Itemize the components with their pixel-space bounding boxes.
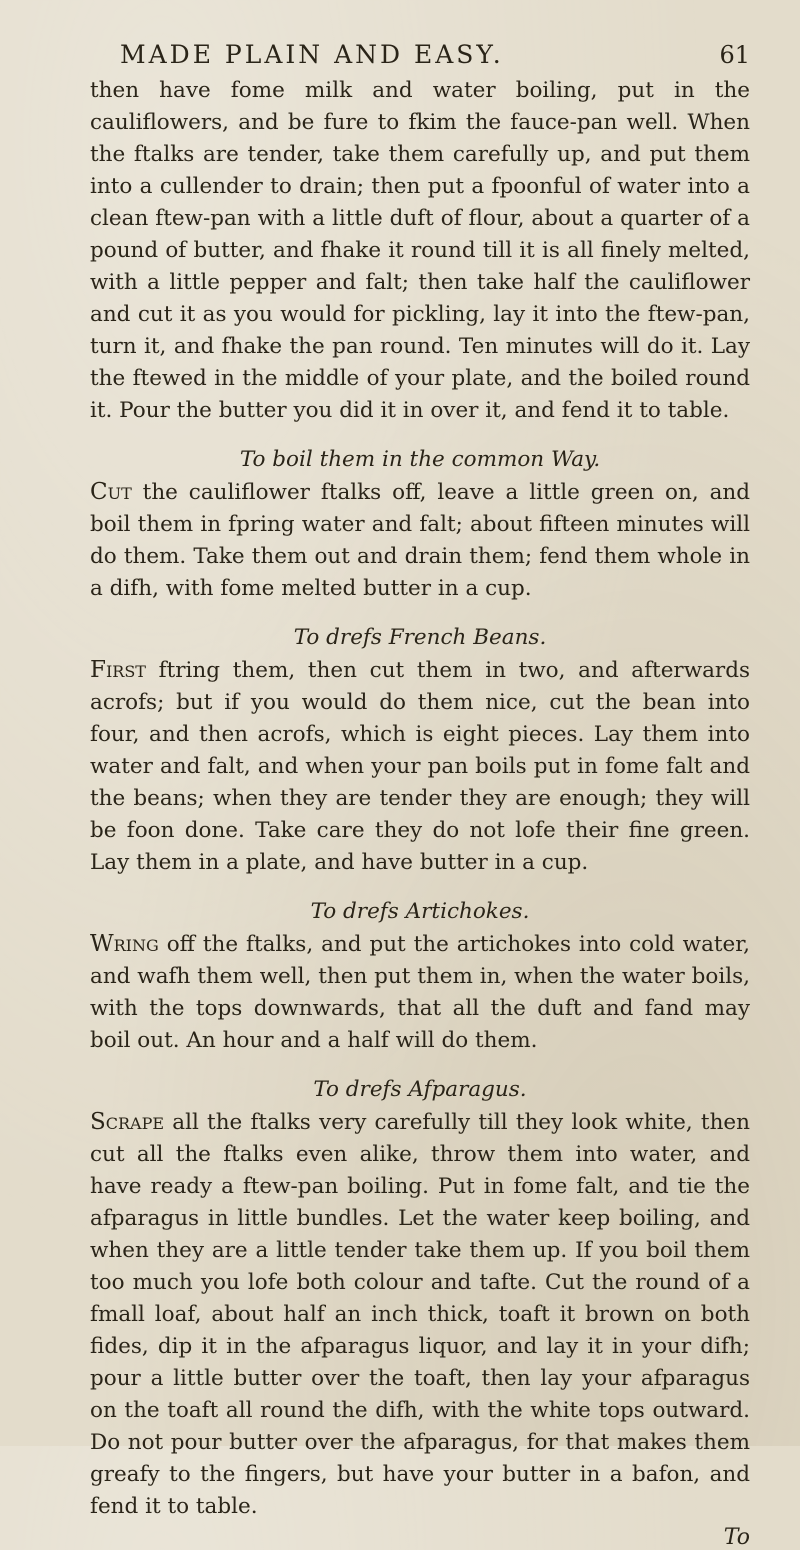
recipe-text: all the ftalks very carefully till they look white, then cut all the ftalks even alike, throw them into water, and have ready a ftew-pan boiling. Put in fome falt, and tie the afparagus in little bundles. Let the water keep boiling, and when they are a little tender take them up. If you boil them too much you lofe both colour and tafte. Cut the round of a fmall loaf, about half an inch thick, toaft it brown on both fides, dip it in the afparagus liquor, and lay it in your difh; pour a little butter over the toaft, then lay your afparagus on the toaft all round the difh, with the white tops outward. Do not pour butter over the afparagus, for that makes them greafy to the fingers, but have your butter in a bafon, and fend it to table.	[90, 1110, 750, 1519]
running-title: MADE PLAIN AND EASY.	[120, 40, 504, 69]
recipe-french-beans	[90, 625, 750, 879]
recipe-body	[90, 654, 750, 879]
page-number: 61	[719, 41, 750, 69]
recipe-text: off the ftalks, and put the artichokes into cold water, and wafh them well, then put them in, when the water boils, with the tops downwards, that all the duft and fand may boil out. An hour and a half will do them.	[90, 932, 750, 1053]
recipe-boil-common	[90, 447, 750, 605]
intro-paragraph: then have fome milk and water boiling, put in the cauliflowers, and be fure to fkim the fauce-pan well. When the ftalks are tender, take them carefully up, and put them into a cullender to drain; then put a fpoonful of water into a clean ftew-pan with a little duft of flour, about a quarter of a pound of butter, and fhake it round till it is all finely melted, with a little pepper and falt; then take half the cauliflower and cut it as you would for pickling, lay it into the ftew-pan, turn it, and fhake the pan round. Ten minutes will do it. Lay the ftewed in the middle of your plate, and the boiled round it. Pour the butter you did it in over it, and fend it to table.	[90, 78, 750, 423]
recipe-body	[90, 928, 750, 1057]
catchword: To	[723, 1525, 750, 1550]
lead-word: Scrape	[90, 1109, 165, 1135]
recipe-title: To drefs Afparagus.	[313, 1077, 527, 1102]
recipe-text: ftring them, then cut them in two, and afterwards acrofs; but if you would do them nice, cut the bean into four, and then acrofs, which is eight pieces. Lay them into water and falt, and when your pan boils put in fome falt and the beans; when they are tender they are enough; they will be foon done. Take care they do not lofe their fine green. Lay them in a plate, and have butter in a cup.	[90, 658, 750, 875]
recipe-text: the cauliflower ftalks off, leave a little green on, and boil them in fpring water and falt; about fifteen minutes will do them. Take them out and drain them; fend them whole in a difh, with fome melted butter in a cup.	[90, 480, 750, 601]
running-head	[90, 40, 750, 69]
lead-word: Cut	[90, 479, 132, 505]
recipe-body	[90, 1106, 750, 1523]
recipe-asparagus	[90, 1077, 750, 1523]
recipe-title: To boil them in the common Way.	[239, 447, 601, 472]
recipe-title: To drefs Artichokes.	[310, 899, 530, 924]
recipe-artichokes	[90, 899, 750, 1057]
lead-word: Wring	[90, 931, 159, 957]
lead-word: First	[90, 657, 146, 683]
recipe-body	[90, 476, 750, 605]
recipe-title: To drefs French Beans.	[293, 625, 547, 650]
